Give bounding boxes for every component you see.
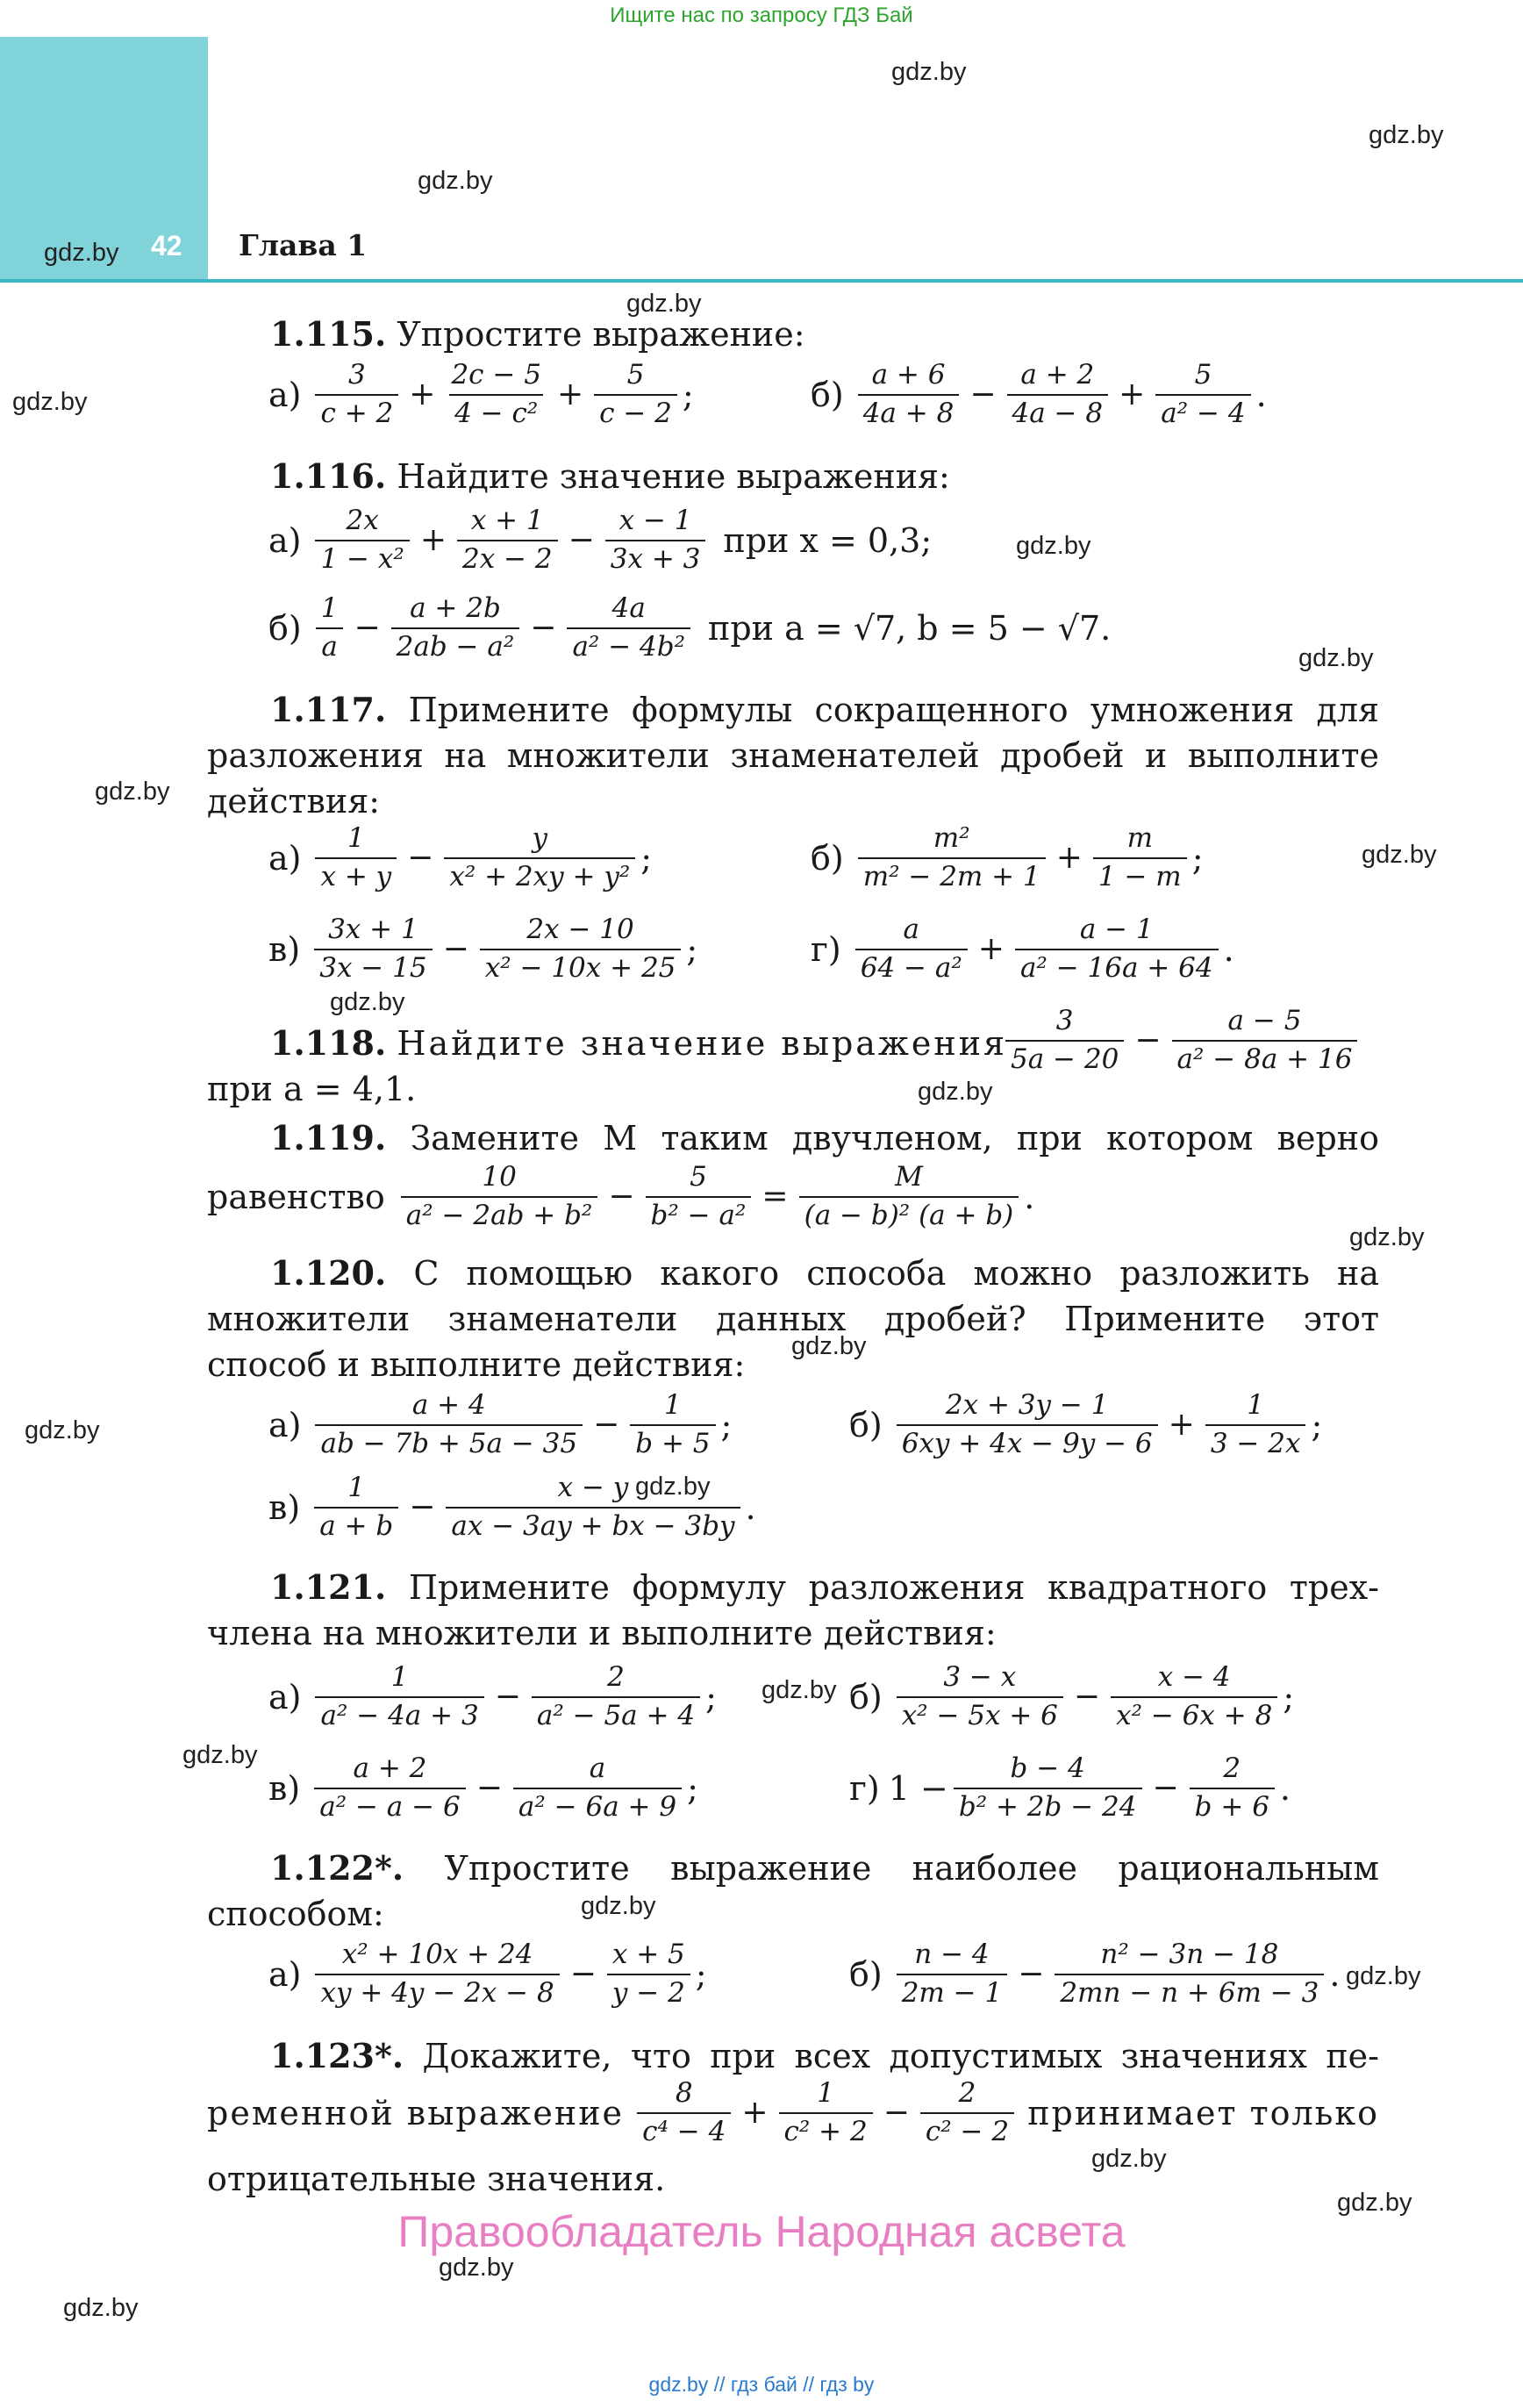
fraction: [1205, 1390, 1306, 1459]
denominator: 5a − 20: [1005, 1040, 1124, 1076]
task-1-121-line2: члена на множители и выполните действия:: [207, 1614, 997, 1652]
watermark: gdz.by: [330, 988, 405, 1016]
task-text: Упростите выражение:: [397, 315, 805, 354]
task-1-123-expression: [207, 2078, 1379, 2147]
denominator: a² − 16a + 64: [1015, 949, 1219, 985]
fraction: [401, 1162, 598, 1231]
watermark: gdz.by: [918, 1078, 993, 1106]
watermark: gdz.by: [762, 1676, 837, 1704]
fraction: [779, 2078, 873, 2147]
numerator: 5: [1194, 359, 1212, 391]
denominator: (a − b)² (a + b): [799, 1196, 1019, 1232]
task-1-115-heading: [270, 314, 805, 354]
denominator: a: [316, 627, 342, 663]
punctuation: ;: [1311, 1405, 1323, 1444]
operator: −: [883, 2095, 910, 2132]
punctuation: ;: [720, 1405, 733, 1444]
task-text: Примените формулу разложения квадратного трех-: [408, 1568, 1379, 1607]
fraction: [1155, 360, 1250, 429]
fraction: [1007, 360, 1109, 429]
numerator: x + 5: [611, 1939, 685, 1970]
task-text: ременной выражение: [207, 2093, 625, 2132]
task-text: принимает только: [1027, 2093, 1379, 2132]
numerator: 3: [348, 359, 366, 391]
numerator: x + 1: [470, 505, 544, 536]
punctuation: .: [1024, 1177, 1035, 1216]
fraction: [391, 593, 520, 663]
fraction: [897, 1390, 1158, 1459]
punctuation: .: [745, 1487, 756, 1527]
task-text: Упростите выражение наиболее рациональным: [444, 1849, 1379, 1888]
task-number: 1.122*.: [270, 1848, 404, 1888]
fraction: [532, 1662, 700, 1731]
task-number: 1.119.: [270, 1118, 387, 1157]
watermark: gdz.by: [635, 1473, 711, 1501]
numerator: x² + 10x + 24: [341, 1939, 533, 1970]
fraction: [858, 823, 1046, 892]
fraction: [607, 1939, 690, 2009]
operator: −: [569, 1956, 597, 1993]
item-label: б): [811, 838, 844, 878]
operator: +: [977, 931, 1005, 968]
denominator: 1 − x²: [315, 540, 409, 576]
fraction: [897, 1939, 1008, 2009]
operator: +: [1119, 376, 1146, 413]
watermark: gdz.by: [1298, 644, 1374, 672]
item-label: б): [268, 608, 302, 648]
fraction: [897, 1662, 1063, 1731]
fraction: [1093, 823, 1187, 892]
fraction: [315, 823, 397, 892]
denominator: b² + 2b − 24: [954, 1788, 1142, 1824]
task-number: 1.118.: [270, 1023, 387, 1063]
task-1-122-a: [268, 1939, 707, 2009]
watermark: gdz.by: [418, 167, 493, 195]
punctuation: ;: [1191, 838, 1204, 878]
numerator: a − 5: [1227, 1005, 1302, 1036]
watermark: gdz.by: [1091, 2145, 1167, 2173]
operator: −: [608, 1179, 635, 1215]
numerator: a + 4: [411, 1389, 486, 1421]
denominator: a² − 8a + 16: [1172, 1040, 1358, 1076]
punctuation: ;: [687, 1768, 698, 1808]
copyright-notice: Правообладатель Народная асвета: [397, 2207, 1126, 2256]
numerator: 3: [1055, 1005, 1074, 1036]
operator: −: [1018, 1956, 1045, 1993]
numerator: 2: [958, 2077, 976, 2109]
numerator: 2x + 3y − 1: [945, 1389, 1109, 1421]
task-1-117-b: [811, 823, 1204, 892]
denominator: ax − 3ay + bx − 3by: [446, 1507, 740, 1543]
operator: −: [969, 376, 997, 413]
denominator: c − 2: [594, 394, 677, 430]
fraction: [855, 914, 968, 984]
item-label: в): [268, 1487, 301, 1527]
denominator: 2ab − a²: [391, 627, 520, 663]
chapter-title: Глава 1: [239, 228, 368, 262]
denominator: x² − 10x + 25: [480, 949, 682, 985]
watermark: gdz.by: [95, 778, 170, 806]
fraction: [446, 1473, 740, 1542]
fraction: [314, 1753, 465, 1823]
task-1-117-line2: разложения на множители знаменателей дробей и выполните: [207, 736, 1379, 775]
numerator: 5: [626, 359, 645, 391]
task-1-116-b: [268, 593, 1111, 663]
task-text: Примените формулы сокращенного умножения для: [408, 691, 1379, 729]
task-1-121-b: [849, 1662, 1294, 1731]
denominator: a² − 6a + 9: [513, 1788, 682, 1824]
numerator: m²: [933, 822, 970, 854]
top-search-link[interactable]: Ищите нас по запросу ГДЗ Бай: [610, 4, 913, 27]
numerator: 1: [390, 1661, 409, 1693]
numerator: 3x + 1: [328, 914, 418, 945]
item-label: б): [849, 1405, 883, 1444]
denominator: c⁴ − 4: [637, 2112, 731, 2148]
task-1-121-a: [268, 1662, 717, 1731]
operator: −: [1073, 1679, 1101, 1716]
numerator: n − 4: [914, 1939, 990, 1970]
numerator: x − y: [557, 1472, 629, 1503]
numerator: n² − 3n − 18: [1100, 1939, 1279, 1970]
denominator: xy + 4y − 2x − 8: [315, 1974, 559, 2010]
denominator: x² + 2xy + y²: [444, 857, 635, 893]
numerator: 1: [664, 1389, 682, 1421]
fraction: [314, 914, 432, 984]
task-1-117-d: [811, 914, 1234, 984]
operator: −: [407, 840, 434, 877]
fraction: [630, 1390, 715, 1459]
task-number: 1.115.: [270, 314, 387, 354]
task-1-118-condition: при a = 4,1.: [207, 1070, 417, 1108]
task-1-115-b: [811, 360, 1267, 429]
item-label: а): [268, 1405, 302, 1444]
numerator: 1: [320, 592, 339, 624]
denominator: c + 2: [315, 394, 398, 430]
denominator: 64 − a²: [855, 949, 968, 985]
operator: −: [568, 522, 595, 559]
numerator: a + 6: [871, 359, 946, 391]
operator: +: [1055, 840, 1083, 877]
denominator: a² − 4b²: [567, 627, 690, 663]
fraction: [1055, 1939, 1324, 2009]
task-text: Докажите, что при всех допустимых значениях пе-: [422, 2037, 1379, 2075]
denominator: c² + 2: [779, 2112, 873, 2148]
fraction: [457, 505, 558, 575]
task-1-122-b: [849, 1939, 1340, 2009]
numerator: a − 1: [1079, 914, 1154, 945]
punctuation: ;: [1283, 1677, 1295, 1716]
operator: +: [419, 522, 447, 559]
task-1-117-line1: [207, 690, 1379, 729]
denominator: b² − a²: [646, 1196, 752, 1232]
denominator: a² − 5a + 4: [532, 1696, 700, 1732]
fraction: [1190, 1753, 1275, 1823]
fraction: [315, 505, 409, 575]
denominator: 1 − m: [1093, 857, 1187, 893]
watermark: gdz.by: [891, 58, 967, 86]
denominator: 6xy + 4x − 9y − 6: [897, 1424, 1158, 1460]
denominator: x² − 6x + 8: [1111, 1696, 1277, 1732]
numerator: a: [903, 914, 919, 945]
task-1-120-line1: [207, 1253, 1379, 1293]
numerator: b − 4: [1010, 1752, 1085, 1784]
denominator: 2m − 1: [897, 1974, 1008, 2010]
operator: −: [354, 610, 381, 647]
punctuation: ;: [686, 929, 698, 969]
task-1-119-heading: [207, 1118, 1379, 1157]
numerator: 2x: [346, 505, 379, 536]
punctuation: .: [1329, 1954, 1341, 1994]
watermark: gdz.by: [1016, 532, 1091, 560]
numerator: 2: [607, 1661, 625, 1693]
numerator: 2: [1223, 1752, 1241, 1784]
task-1-117-line3: действия:: [207, 782, 381, 821]
numerator: 3 − x: [943, 1661, 1017, 1693]
task-text: равенство: [207, 1177, 385, 1216]
numerator: m: [1126, 822, 1154, 854]
task-1-123-line1: [207, 2036, 1379, 2075]
task-1-117-a: [268, 823, 652, 892]
numerator: x − 1: [618, 505, 692, 536]
item-label: а): [268, 1677, 302, 1716]
operator: +: [1168, 1407, 1195, 1444]
fraction: [315, 1939, 559, 2009]
watermark: gdz.by: [25, 1416, 100, 1444]
task-1-123-line3: отрицательные значения.: [207, 2160, 666, 2198]
fraction: [605, 505, 706, 575]
operator: −: [475, 1770, 503, 1807]
task-1-118-expression: [1000, 1006, 1362, 1075]
fraction: [480, 914, 682, 984]
denominator: a² − 4: [1155, 394, 1250, 430]
denominator: a² − 4a + 3: [315, 1696, 483, 1732]
watermark: gdz.by: [1349, 1223, 1425, 1251]
watermark: gdz.by: [1337, 2189, 1412, 2217]
fraction: [1015, 914, 1219, 984]
denominator: x² − 5x + 6: [897, 1696, 1063, 1732]
watermark: gdz.by: [12, 388, 88, 416]
operator: −: [1134, 1022, 1162, 1059]
fraction: [646, 1162, 752, 1231]
denominator: 4 − c²: [449, 394, 543, 430]
operator: −: [409, 1489, 436, 1526]
item-label: б): [849, 1677, 883, 1716]
condition: при x = 0,3;: [723, 520, 933, 560]
numerator: 4a: [611, 592, 646, 624]
numerator: 10: [482, 1161, 517, 1193]
fraction: [954, 1753, 1142, 1823]
denominator: 3x − 15: [314, 949, 432, 985]
numerator: a: [589, 1752, 606, 1784]
task-number: 1.117.: [270, 690, 387, 729]
item-label: г): [811, 929, 841, 969]
numerator: 1: [347, 1472, 366, 1503]
operator: +: [556, 376, 584, 413]
numerator: M: [895, 1161, 923, 1193]
item-label: а): [268, 375, 302, 414]
denominator: 3 − 2x: [1205, 1424, 1306, 1460]
denominator: 2x − 2: [457, 540, 558, 576]
numerator: 2c − 5: [451, 359, 541, 391]
task-1-117-c: [268, 914, 697, 984]
fraction: [316, 593, 344, 663]
operator: −: [530, 610, 557, 647]
task-1-120-c: [268, 1473, 756, 1542]
numerator: 1: [347, 822, 365, 854]
task-number: 1.123*.: [270, 2036, 404, 2075]
punctuation: .: [1223, 929, 1234, 969]
task-text: Замените M таким двучленом, при котором верно: [410, 1119, 1379, 1157]
task-1-118-heading: [270, 1023, 1007, 1063]
operator: +: [741, 2095, 769, 2132]
operator: +: [409, 376, 436, 413]
denominator: 4a + 8: [858, 394, 960, 430]
watermark: gdz.by: [439, 2254, 514, 2282]
item-label: а): [268, 520, 302, 560]
punctuation: .: [1255, 375, 1267, 414]
task-1-116-heading: [270, 456, 950, 496]
fraction: [799, 1162, 1019, 1231]
fraction: [513, 1753, 682, 1823]
item-label: в): [268, 1768, 301, 1808]
operator: −: [494, 1679, 521, 1716]
numerator: 1: [1247, 1389, 1264, 1421]
item-label: б): [811, 375, 844, 414]
fraction: [1111, 1662, 1277, 1731]
watermark: gdz.by: [791, 1332, 867, 1360]
numerator: a + 2b: [410, 592, 501, 624]
denominator: a² − 2ab + b²: [401, 1196, 598, 1232]
fraction: [1172, 1006, 1358, 1075]
denominator: c² − 2: [920, 2112, 1014, 2148]
fraction: [315, 1390, 583, 1459]
item-label: в): [268, 929, 301, 969]
item-label: а): [268, 838, 302, 878]
fraction: [314, 1473, 398, 1542]
denominator: b + 5: [630, 1424, 715, 1460]
watermark: gdz.by: [1369, 121, 1444, 149]
task-1-121-c: [268, 1753, 698, 1823]
fraction: [315, 1662, 483, 1731]
fraction: [858, 360, 960, 429]
task-text: Найдите значение выражения:: [397, 457, 950, 496]
fraction: [637, 2078, 731, 2147]
denominator: 3x + 3: [605, 540, 706, 576]
fraction: [315, 360, 398, 429]
punctuation: .: [1279, 1768, 1291, 1808]
denominator: 2mn − n + 6m − 3: [1055, 1974, 1324, 2010]
fraction: [567, 593, 690, 663]
task-number: 1.121.: [270, 1567, 387, 1607]
task-number: 1.120.: [270, 1253, 387, 1293]
watermark: gdz.by: [63, 2294, 139, 2322]
punctuation: ;: [705, 1677, 717, 1716]
punctuation: ;: [695, 1954, 707, 1994]
task-number: 1.116.: [270, 456, 387, 496]
operator: −: [593, 1407, 620, 1444]
item-label: б): [849, 1954, 883, 1994]
expression: [632, 2078, 1019, 2147]
watermark: gdz.by: [581, 1892, 656, 1920]
task-1-120-b: [849, 1390, 1322, 1459]
task-1-119-equation: [207, 1162, 1034, 1231]
task-1-120-line2: множители знаменатели данных дробей? Примените этот: [207, 1300, 1379, 1338]
fraction: [1005, 1006, 1124, 1075]
task-1-122-line2: способом:: [207, 1895, 384, 1933]
denominator: a² − a − 6: [314, 1788, 465, 1824]
task-1-120-line3: способ и выполните действия:: [207, 1345, 746, 1384]
condition: при a = √7, b = 5 − √7.: [708, 608, 1112, 648]
task-1-120-a: [268, 1390, 732, 1459]
expression-prefix: 1 −: [888, 1768, 948, 1808]
denominator: m² − 2m + 1: [858, 857, 1046, 893]
operator: −: [1152, 1770, 1179, 1807]
denominator: ab − 7b + 5a − 35: [315, 1424, 583, 1460]
page-number: 42: [151, 230, 182, 262]
task-1-121-d: [849, 1753, 1291, 1823]
numerator: 2x − 10: [526, 914, 634, 945]
fraction: [444, 823, 635, 892]
task-1-116-a: [268, 505, 932, 575]
numerator: x − 4: [1157, 1661, 1231, 1693]
watermark: gdz.by: [1362, 841, 1437, 869]
denominator: 4a − 8: [1007, 394, 1109, 430]
operator: =: [762, 1179, 789, 1215]
numerator: a + 2: [1020, 359, 1095, 391]
watermark: gdz.by: [1346, 1962, 1421, 1990]
task-1-122-line1: [207, 1848, 1379, 1888]
watermark: gdz.by: [44, 239, 119, 267]
watermark: gdz.by: [626, 290, 702, 318]
operator: −: [442, 931, 469, 968]
denominator: x + y: [315, 857, 397, 893]
task-1-115-a: [268, 360, 694, 429]
numerator: 5: [690, 1161, 707, 1193]
footer-links[interactable]: gdz.by // гдз бай // гдз by: [648, 2373, 875, 2396]
numerator: a + 2: [353, 1752, 427, 1784]
watermark: gdz.by: [182, 1741, 258, 1769]
punctuation: ;: [682, 375, 694, 414]
item-label: г): [849, 1768, 880, 1808]
punctuation: ;: [640, 838, 653, 878]
task-text: С помощью какого способа можно разложить на: [413, 1254, 1379, 1293]
numerator: 8: [675, 2077, 693, 2109]
numerator: 1: [817, 2077, 834, 2109]
task-text: Найдите значение выражения: [397, 1024, 1007, 1063]
header-rule: [0, 279, 1523, 283]
task-1-121-line1: [207, 1567, 1379, 1607]
fraction: [920, 2078, 1014, 2147]
fraction: [446, 360, 547, 429]
fraction: [594, 360, 677, 429]
item-label: а): [268, 1954, 302, 1994]
denominator: y − 2: [607, 1974, 690, 2010]
denominator: b + 6: [1190, 1788, 1275, 1824]
numerator: y: [532, 822, 548, 854]
denominator: a + b: [314, 1507, 398, 1543]
